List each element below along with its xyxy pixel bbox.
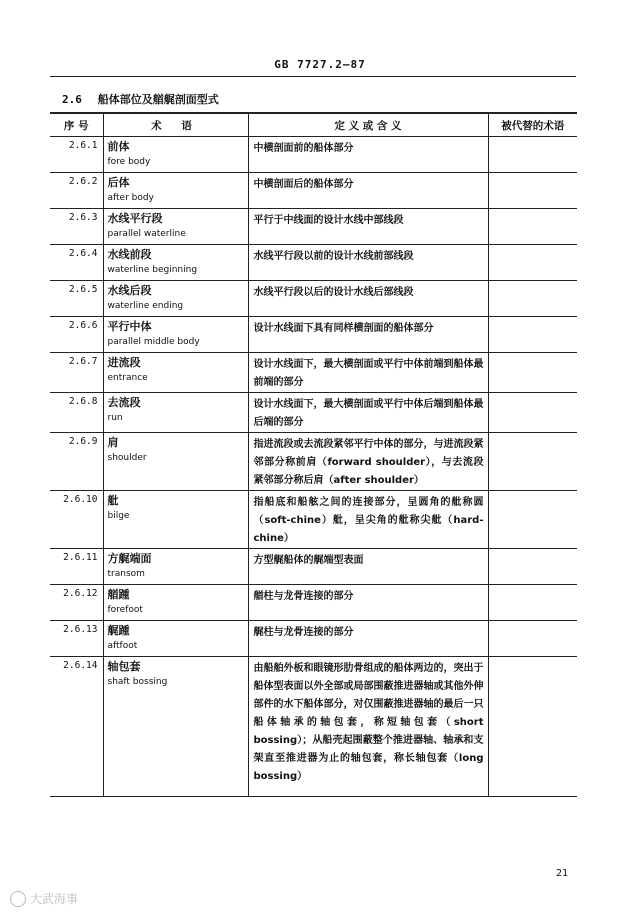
header-definition: 定 义 或 含 义	[248, 113, 488, 137]
term-cell	[103, 433, 248, 491]
replaced-term-cell	[488, 585, 577, 621]
term-chinese: 艏踵	[107, 588, 130, 601]
term-chinese: 艉踵	[107, 624, 130, 637]
replaced-term-cell	[488, 621, 577, 657]
row-number: 2.6.7	[50, 353, 103, 393]
row-number: 2.6.14	[50, 657, 103, 797]
term-english: fore body	[107, 157, 151, 167]
table-row	[50, 549, 577, 585]
term-english: parallel middle body	[107, 337, 200, 347]
term-english: run	[107, 413, 123, 423]
row-number: 2.6.10	[50, 491, 103, 549]
definition-cell: 艏柱与龙骨连接的部分	[248, 585, 488, 621]
term-chinese: 平行中体	[107, 320, 152, 333]
table-row	[50, 393, 577, 433]
replaced-term-cell	[488, 549, 577, 585]
table-header-row	[50, 113, 577, 137]
definition-cell: 平行于中线面的设计水线中部线段	[248, 209, 488, 245]
definition-cell: 设计水线面下，最大横剖面或平行中体后端到船体最后端的部分	[248, 393, 488, 433]
watermark-logo-icon	[10, 891, 26, 907]
row-number: 2.6.12	[50, 585, 103, 621]
term-chinese: 肩	[107, 436, 119, 449]
row-number: 2.6.11	[50, 549, 103, 585]
definition-cell: 方型艉船体的艉端型表面	[248, 549, 488, 585]
replaced-term-cell	[488, 137, 577, 173]
row-number: 2.6.1	[50, 137, 103, 173]
page-number: 21	[556, 868, 569, 879]
term-chinese: 舭	[107, 494, 119, 507]
term-english: shaft bossing	[107, 677, 168, 687]
replaced-term-cell	[488, 317, 577, 353]
term-cell	[103, 209, 248, 245]
header-term: 术 语	[103, 113, 248, 137]
header-replaced: 被代替的术语	[488, 113, 577, 137]
term-chinese: 进流段	[107, 356, 141, 369]
term-cell	[103, 549, 248, 585]
row-number: 2.6.4	[50, 245, 103, 281]
table-row	[50, 137, 577, 173]
term-cell	[103, 657, 248, 797]
replaced-term-cell	[488, 491, 577, 549]
replaced-term-cell	[488, 245, 577, 281]
row-number: 2.6.13	[50, 621, 103, 657]
terms-table	[50, 112, 577, 797]
table-row	[50, 657, 577, 797]
definition-cell: 中横剖面前的船体部分	[248, 137, 488, 173]
section-title	[62, 91, 219, 107]
replaced-term-cell	[488, 393, 577, 433]
term-cell	[103, 245, 248, 281]
term-chinese: 方艉端面	[107, 552, 152, 565]
watermark	[10, 890, 78, 907]
term-english: parallel waterline	[107, 229, 186, 239]
table-row	[50, 245, 577, 281]
row-number: 2.6.2	[50, 173, 103, 209]
table-row	[50, 209, 577, 245]
definition-cell: 水线平行段以前的设计水线前部线段	[248, 245, 488, 281]
definition-cell: 指进流段或去流段紧邻平行中体的部分，与进流段紧邻部分称前肩（forward shoulder），与去流段紧邻部分称后肩（after shoulder）	[248, 433, 488, 491]
row-number: 2.6.9	[50, 433, 103, 491]
term-english: transom	[107, 569, 145, 579]
term-cell	[103, 585, 248, 621]
term-english: entrance	[107, 373, 148, 383]
definition-cell: 由船舶外板和眼镜形肋骨组成的船体两边的，突出于船体型表面以外全部或局部围蔽推进器轴或其他外伸部件的水下船体部分，对仅围蔽推进器轴的最后一只船体轴承的轴包套，称短轴包套（short bossing）；从船壳起围蔽整个推进器轴、轴承和支架直至推进器为止的轴包套，称长轴包套（long bossing）	[248, 657, 488, 797]
term-chinese: 水线平行段	[107, 212, 163, 225]
definition-cell: 中横剖面后的船体部分	[248, 173, 488, 209]
term-chinese: 轴包套	[107, 660, 141, 673]
definition-cell: 水线平行段以后的设计水线后部线段	[248, 281, 488, 317]
row-number: 2.6.8	[50, 393, 103, 433]
term-cell	[103, 173, 248, 209]
term-cell	[103, 393, 248, 433]
table-row	[50, 491, 577, 549]
term-cell	[103, 137, 248, 173]
replaced-term-cell	[488, 433, 577, 491]
definition-cell: 艉柱与龙骨连接的部分	[248, 621, 488, 657]
row-number: 2.6.3	[50, 209, 103, 245]
term-chinese: 去流段	[107, 396, 141, 409]
term-english: waterline beginning	[107, 265, 198, 275]
section-number: 2.6	[62, 93, 82, 106]
header-num: 序 号	[50, 113, 103, 137]
watermark-text: 大武海事	[30, 892, 79, 906]
table-row	[50, 317, 577, 353]
definition-cell: 设计水线面下，最大横剖面或平行中体前端到船体最前端的部分	[248, 353, 488, 393]
term-english: bilge	[107, 511, 130, 521]
definition-cell: 设计水线面下具有同样横剖面的船体部分	[248, 317, 488, 353]
term-english: waterline ending	[107, 301, 184, 311]
term-english: shoulder	[107, 453, 147, 463]
header-rule	[50, 76, 576, 77]
replaced-term-cell	[488, 209, 577, 245]
term-chinese: 水线后段	[107, 284, 152, 297]
replaced-term-cell	[488, 353, 577, 393]
table-row	[50, 173, 577, 209]
row-number: 2.6.6	[50, 317, 103, 353]
table-row	[50, 353, 577, 393]
table-row	[50, 585, 577, 621]
replaced-term-cell	[488, 173, 577, 209]
table-row	[50, 621, 577, 657]
term-chinese: 前体	[107, 140, 130, 153]
term-english: forefoot	[107, 605, 143, 615]
table-row	[50, 281, 577, 317]
term-english: aftfoot	[107, 641, 138, 651]
term-english: after body	[107, 193, 154, 203]
term-cell	[103, 491, 248, 549]
term-cell	[103, 317, 248, 353]
definition-cell: 指船底和船舷之间的连接部分，呈圆角的舭称圆（soft-chine）舭，呈尖角的舭称尖舭（hard-chine）	[248, 491, 488, 549]
term-chinese: 后体	[107, 176, 130, 189]
term-cell	[103, 281, 248, 317]
table-row	[50, 433, 577, 491]
standard-number: GB 7727.2—87	[274, 58, 366, 71]
replaced-term-cell	[488, 657, 577, 797]
section-title-text: 船体部位及艏艉剖面型式	[97, 93, 219, 106]
row-number: 2.6.5	[50, 281, 103, 317]
term-cell	[103, 621, 248, 657]
replaced-term-cell	[488, 281, 577, 317]
term-chinese: 水线前段	[107, 248, 152, 261]
term-cell	[103, 353, 248, 393]
